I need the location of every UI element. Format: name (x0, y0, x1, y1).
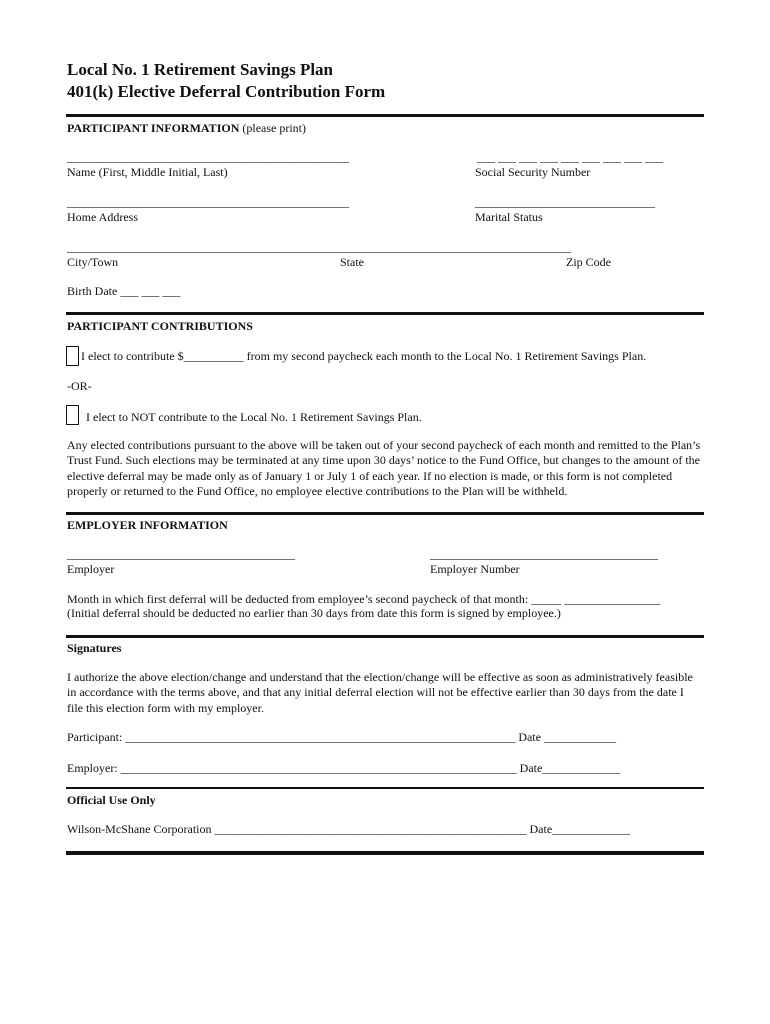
wilson-mcshane-signature-line[interactable]: Wilson-McShane Corporation ____________________________________________________ Date_____________ (67, 822, 631, 836)
zip-label: Zip Code (566, 255, 611, 269)
employer-signature-line[interactable]: Employer: __________________________________________________________________ Date_____________ (67, 761, 621, 775)
marital-status-field[interactable]: ______________________________ (475, 195, 655, 209)
contributions-paragraph: Any elected contributions pursuant to the above will be taken out of your second paycheck of each month and remitted to the Plan’s Trust Fund. Such elections may be terminated at any time upon 30 days’ notice to the Fund Office, but changes to the amount of the elective deferral may be made only as of January 1 or July 1 of each year. If no election is made, or this form is not completed properly or returned to the Fund Office, no employee elective contributions to the Plan will be withheld. (67, 438, 701, 499)
name-label: Name (First, Middle Initial, Last) (67, 165, 228, 179)
marital-status-label: Marital Status (475, 210, 543, 224)
deferral-month-field[interactable]: Month in which first deferral will be deducted from employee’s second paycheck of that month: _____ ________________ (67, 592, 661, 606)
signatures-heading: Signatures (67, 641, 122, 655)
contribute-option-label: I elect to contribute $__________ from my second paycheck each month to the Local No. 1 Retirement Savings Plan. (81, 349, 647, 363)
employer-label: Employer (67, 562, 115, 576)
state-label: State (340, 255, 364, 269)
participant-info-heading-text: PARTICIPANT INFORMATION (67, 121, 240, 135)
participant-info-heading-note: (please print) (239, 121, 306, 135)
ssn-field[interactable]: ___ ___ ___ ___ ___ ___ ___ ___ ___ (477, 150, 663, 164)
participant-info-heading (67, 121, 306, 136)
city-label: City/Town (67, 255, 119, 269)
birth-date-field[interactable]: Birth Date ___ ___ ___ (67, 284, 181, 298)
employer-number-label: Employer Number (430, 562, 520, 576)
form-title-line2: 401(k) Elective Deferral Contribution Form (67, 82, 386, 101)
home-address-field[interactable]: _______________________________________________ (67, 195, 349, 209)
section-divider (66, 512, 704, 515)
employer-info-heading: EMPLOYER INFORMATION (67, 518, 228, 532)
signatures-paragraph: I authorize the above election/change and understand that the election/change will be effective as soon as administratively feasible in accordance with the terms above, and that any initial deferral election will not be effective earlier than 30 days from the date I file this election form with my employer. (67, 670, 693, 715)
employer-field[interactable]: ______________________________________ (67, 547, 295, 561)
official-use-heading: Official Use Only (67, 793, 156, 807)
section-divider (66, 114, 704, 117)
section-divider (66, 312, 704, 315)
no-contribute-option-label: I elect to NOT contribute to the Local No. 1 Retirement Savings Plan. (86, 410, 422, 424)
contribute-checkbox[interactable] (66, 346, 79, 366)
name-field[interactable]: _______________________________________________ (67, 150, 349, 164)
form-title-line1: Local No. 1 Retirement Savings Plan (67, 60, 334, 79)
section-divider (66, 787, 704, 789)
ssn-label: Social Security Number (475, 165, 591, 179)
employer-number-field[interactable]: ______________________________________ (430, 547, 658, 561)
section-divider (66, 635, 704, 638)
or-separator: -OR- (67, 379, 92, 393)
contributions-heading: PARTICIPANT CONTRIBUTIONS (67, 319, 253, 333)
city-state-zip-field[interactable]: ____________________________________________________________________________________ (67, 240, 571, 254)
no-contribute-checkbox[interactable] (66, 405, 79, 425)
footer-rule (66, 851, 704, 855)
deferral-month-note: (Initial deferral should be deducted no earlier than 30 days from date this form is signed by employee.) (67, 606, 561, 620)
home-address-label: Home Address (67, 210, 138, 224)
participant-signature-line[interactable]: Participant: _________________________________________________________________ Date ____________ (67, 730, 616, 744)
